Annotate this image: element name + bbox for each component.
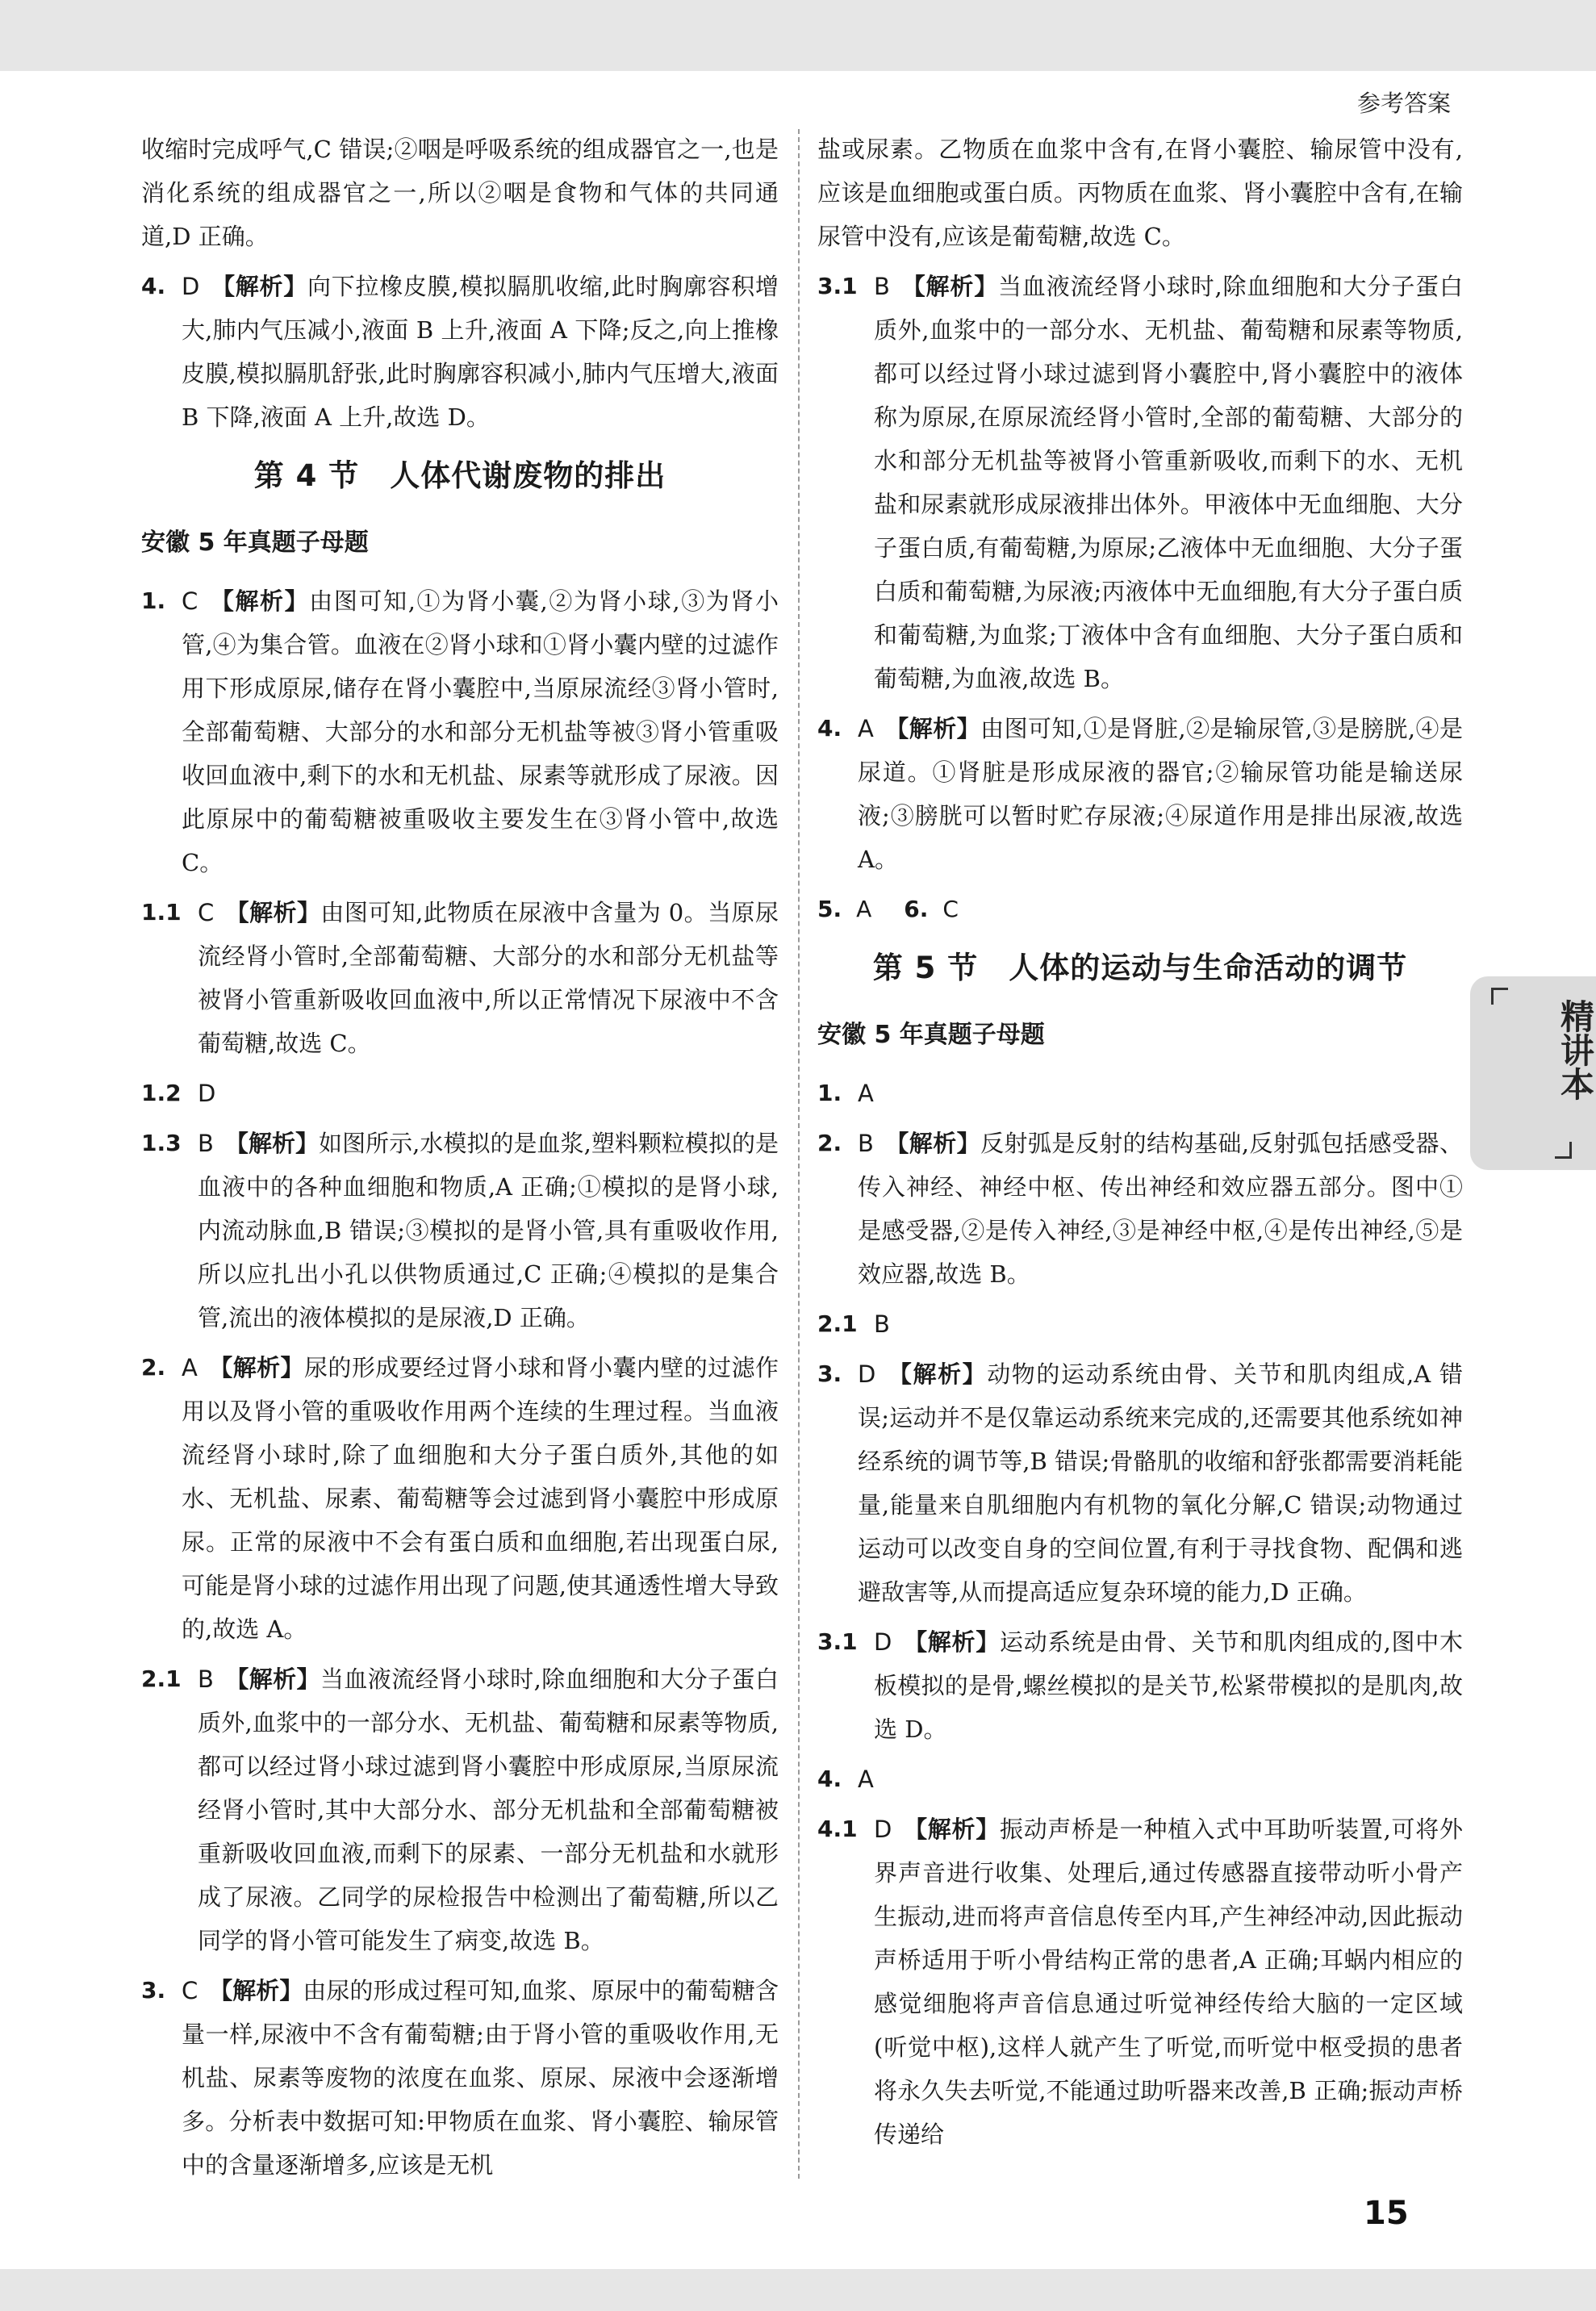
right-column [817,127,1463,2163]
question-number: 2. [817,1130,842,1156]
answer-letter: D [182,273,200,300]
question-number: 3. [817,1360,842,1387]
analysis-text: 由图可知,①为肾小囊,②为肾小球,③为肾小管,④为集合管。血液在②肾小球和①肾小囊内壁的过滤作用下形成原尿,储存在肾小囊腔中,当原尿流经③肾小管时,全部葡萄糖、大部分的水和部分无机盐等被③肾小管重吸收回血液中,剩下的水和无机盐、尿素等就形成了尿液。因此原尿中的葡萄糖被重吸收主要发生在③肾小管中,故选 C。 [182,587,779,876]
analysis-tag: 【解析】 [903,1816,1000,1843]
analysis-text: 当血液流经肾小球时,除血细胞和大分子蛋白质外,血浆中的一部分水、无机盐、葡萄糖和尿素等物质,都可以经过肾小球过滤到肾小囊腔中,肾小囊腔中的液体称为原尿,在原尿流经肾小管时,全部的葡萄糖、大部分的水和部分无机盐等被肾小管重新吸收,而剩下的水、无机盐和尿素就形成尿液排出体外。甲液体中无血细胞、大分子蛋白质,有葡萄糖,为原尿;乙液体中无血细胞、大分子蛋白质和葡萄糖,为尿液;丙液体中无血细胞,有大分子蛋白质和葡萄糖,为血浆;丁液体中含有血细胞、大分子蛋白质和葡萄糖,为血液,故选 B。 [874,273,1463,692]
analysis-tag: 【解析】 [887,1360,988,1388]
question-number: 1. [141,587,166,614]
analysis-text: 振动声桥是一种植入式中耳助听装置,可将外界声音进行收集、处理后,通过传感器直接带动听小骨产生振动,进而将声音信息传至内耳,产生神经冲动,因此振动声桥适用于听小骨结构正常的患者,A 正确;耳蜗内相应的感觉细胞将声音信息通过听觉神经传给大脑的一定区域(听觉中枢),这样人就产生了听觉,而听觉中枢受损的患者将永久失去听觉,不能通过助听器来改善,B 正确;振动声桥传递给 [874,1816,1463,2148]
section-title: 第 4 节 人体代谢废物的排出 [253,458,666,493]
answer-letter: A [856,896,872,922]
question-number: 1.1 [141,899,182,926]
analysis-text: 由图可知,①是肾脏,②是输尿管,③是膀胱,④是尿道。①肾脏是形成尿液的器官;②输尿管功能是输送尿液;③膀胱可以暂时贮存尿液;④尿道作用是排出尿液,故选 A。 [858,715,1463,873]
analysis-tag: 【解析】 [209,587,310,615]
answer-item [817,1757,1463,1801]
question-number: 1. [817,1080,842,1106]
analysis-tag: 【解析】 [224,1665,320,1693]
answer-letter: B [198,1130,214,1157]
answer-item [817,265,1463,700]
answer-letter: A [182,1354,198,1381]
answer-item [141,1346,779,1651]
analysis-text: 运动系统是由骨、关节和肌肉组成的,图中木板模拟的是骨,螺丝模拟的是关节,松紧带模拟的是肌肉,故选 D。 [874,1628,1463,1743]
answer-letter: B [858,1130,874,1157]
analysis-text: 反射弧是反射的结构基础,反射弧包括感受器、传入神经、神经中枢、传出神经和效应器五部分。图中①是感受器,②是传入神经,③是神经中枢,④是传出神经,⑤是效应器,故选 B。 [858,1130,1463,1288]
analysis-tag: 【解析】 [884,1130,981,1157]
subsection-heading: 安徽 5 年真题子母题 [141,529,369,557]
answer-item [141,1969,779,2187]
answer-item [141,1122,779,1339]
continuation-text: 盐或尿素。乙物质在血浆中含有,在肾小囊腔、输尿管中没有,应该是血细胞或蛋白质。丙物质在血浆、肾小囊腔中含有,在输尿管中没有,应该是葡萄糖,故选 C。 [817,136,1463,250]
question-number: 3. [141,1977,166,2004]
question-number: 6. [904,896,929,922]
header-label: 参考答案 [1356,90,1451,117]
analysis-tag: 【解析】 [211,273,307,300]
analysis-tag: 【解析】 [903,1628,1000,1656]
left-column [141,127,779,2193]
analysis-tag: 【解析】 [900,273,999,300]
answer-letter: A [858,1080,874,1107]
analysis-text: 如图所示,水模拟的是血浆,塑料颗粒模拟的是血液中的各种血细胞和物质,A 正确;①模拟的是肾小球,内流动脉血,B 错误;③模拟的是肾小管,具有重吸收作用,所以应扎出小孔以供物质通过,C 正确;④模拟的是集合管,流出的液体模拟的是尿液,D 正确。 [198,1130,779,1331]
analysis-text: 当血液流经肾小球时,除血细胞和大分子蛋白质外,血浆中的一部分水、无机盐、葡萄糖和尿素等物质,都可以经过肾小球过滤到肾小囊腔中形成原尿,当原尿流经肾小管时,其中大部分水、部分无机盐和全部葡萄糖被重新吸收回血液,而剩下的尿素、一部分无机盐和水就形成了尿液。乙同学的尿检报告中检测出了葡萄糖,所以乙同学的肾小管可能发生了病变,故选 B。 [198,1665,779,1954]
subsection-heading: 安徽 5 年真题子母题 [817,1021,1045,1049]
question-number: 4. [141,273,166,299]
analysis-text: 由尿的形成过程可知,血浆、原尿中的葡萄糖含量一样,尿液中不含有葡萄糖;由于肾小管的重吸收作用,无机盐、尿素等废物的浓度在血浆、原尿、尿液中会逐渐增多。分析表中数据可知:甲物质在血浆、肾小囊腔、输尿管中的含量逐渐增多,应该是无机 [182,1977,779,2179]
bracket-bottom-decoration [1555,1142,1572,1159]
side-tab [1470,976,1596,1170]
answer-pair [817,888,1463,931]
question-number: 2. [141,1354,166,1381]
answer-item [817,1352,1463,1614]
answer-item [817,1302,1463,1346]
answer-item [141,579,779,884]
answer-letter: A [858,1766,874,1793]
answer-letter: C [942,896,959,922]
question-number: 4. [817,1766,842,1792]
answer-letter: D [874,1628,892,1656]
question-number: 3.1 [817,273,858,299]
answer-letter: D [858,1360,876,1388]
answer-item [141,265,779,439]
answer-letter: B [874,1310,890,1338]
answer-letter: B [874,273,890,300]
section-title: 第 5 节 人体的运动与生命活动的调节 [872,951,1408,985]
answer-item [817,1122,1463,1296]
analysis-text: 由图可知,此物质在尿液中含量为 0。当原尿流经肾小管时,全部葡萄糖、大部分的水和部分无机盐等被肾小管重新吸收回血液中,所以正常情况下尿液中不含葡萄糖,故选 C。 [198,899,779,1057]
answer-letter: A [858,715,874,742]
answer-letter: C [198,899,215,926]
analysis-tag: 【解析】 [224,1130,320,1157]
question-number: 3.1 [817,1628,858,1655]
continuation-text: 收缩时完成呼气,C 错误;②咽是呼吸系统的组成器官之一,也是消化系统的组成器官之一,所以②咽是食物和气体的共同通道,D 正确。 [141,136,779,250]
answer-item [817,707,1463,881]
answer-letter: B [198,1665,214,1693]
question-number: 1.2 [141,1080,182,1106]
side-tab-label: 精讲本 [1556,999,1595,1101]
page-number: 15 [1364,2195,1409,2232]
question-number: 1.3 [141,1130,182,1156]
question-number: 2.1 [817,1310,858,1337]
question-number: 4. [817,715,842,742]
answer-item [817,1072,1463,1115]
column-divider [798,129,800,2179]
answer-item [141,891,779,1065]
question-number: 2.1 [141,1665,182,1692]
answer-item [141,1072,779,1115]
answer-item [817,1807,1463,2156]
question-number: 5. [817,896,842,922]
question-number: 4.1 [817,1816,858,1842]
analysis-tag: 【解析】 [225,899,321,926]
analysis-tag: 【解析】 [209,1977,303,2004]
answer-letter: D [874,1816,892,1843]
analysis-tag: 【解析】 [208,1354,304,1381]
answer-letter: D [198,1080,216,1107]
analysis-text: 尿的形成要经过肾小球和肾小囊内壁的过滤作用以及肾小管的重吸收作用两个连续的生理过程。当血液流经肾小球时,除了血细胞和大分子蛋白质外,其他的如水、无机盐、尿素、葡萄糖等会过滤到肾小囊腔中形成原尿。正常的尿液中不会有蛋白质和血细胞,若出现蛋白尿,可能是肾小球的过滤作用出现了问题,使其通透性增大导致的,故选 A。 [182,1354,779,1643]
answer-item [817,1620,1463,1751]
analysis-text: 动物的运动系统由骨、关节和肌肉组成,A 错误;运动并不是仅靠运动系统来完成的,还需要其他系统如神经系统的调节等,B 错误;骨骼肌的收缩和舒张都需要消耗能量,能量来自肌细胞内有机物的氧化分解,C 错误;动物通过运动可以改变自身的空间位置,有利于寻找食物、配偶和逃避敌害等,从而提高适应复杂环境的能力,D 正确。 [858,1360,1463,1606]
answer-letter: C [182,587,198,615]
answer-letter: C [182,1977,198,2004]
analysis-text: 向下拉橡皮膜,模拟膈肌收缩,此时胸廓容积增大,肺内气压减小,液面 B 上升,液面 A 下降;反之,向上推橡皮膜,模拟膈肌舒张,此时胸廓容积减小,肺内气压增大,液面 B 下降,液面 A 上升,故选 D。 [182,273,779,431]
analysis-tag: 【解析】 [884,715,981,742]
answer-item [141,1657,779,1962]
